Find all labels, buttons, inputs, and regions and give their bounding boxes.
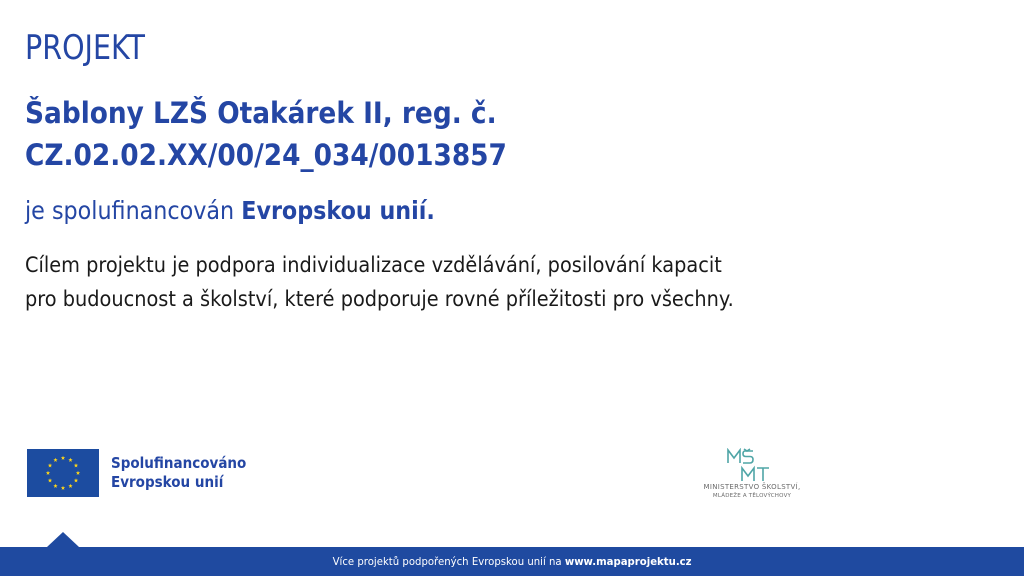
- project-goal-line1: Cílem projektu je podpora individualizace vzdělávání, posilování kapacit: [25, 253, 722, 277]
- eu-logo-line1: Spolufinancováno: [111, 454, 247, 472]
- footer-text: [333, 555, 692, 568]
- footer-bar: [0, 547, 1024, 576]
- footer-link[interactable]: www.mapaprojektu.cz: [564, 555, 692, 568]
- eu-logo-line2: Evropskou unií: [111, 473, 224, 491]
- project-goal: [25, 248, 734, 316]
- cofinance-statement: [25, 196, 435, 225]
- page-heading: PROJEKT: [25, 28, 145, 68]
- project-goal-line2: pro budoucnost a školství, které podporuje rovné příležitosti pro všechny.: [25, 287, 734, 311]
- footer-text-prefix: Více projektů podpořených Evropskou unií na: [332, 555, 565, 568]
- project-registration-number: CZ.02.02.XX/00/24_034/0013857: [25, 138, 507, 172]
- msmt-logo: [696, 448, 808, 504]
- cofinance-emphasis: Evropskou unií.: [241, 196, 435, 225]
- cofinance-prefix: je spolufinancován: [25, 196, 242, 225]
- project-title: [25, 92, 507, 176]
- eu-logo-text: [111, 454, 246, 492]
- msmt-monogram-icon: [726, 448, 778, 482]
- eu-flag-icon: [27, 449, 99, 497]
- project-title-line1: Šablony LZŠ Otakárek II, reg. č.: [25, 96, 497, 130]
- msmt-logo-line1: MINISTERSTVO ŠKOLSTVÍ,: [703, 483, 801, 491]
- footer-notch: [47, 532, 79, 547]
- msmt-logo-line2: MLÁDEŽE A TĚLOVÝCHOVY: [712, 493, 792, 499]
- eu-cofinance-logo: [27, 449, 261, 497]
